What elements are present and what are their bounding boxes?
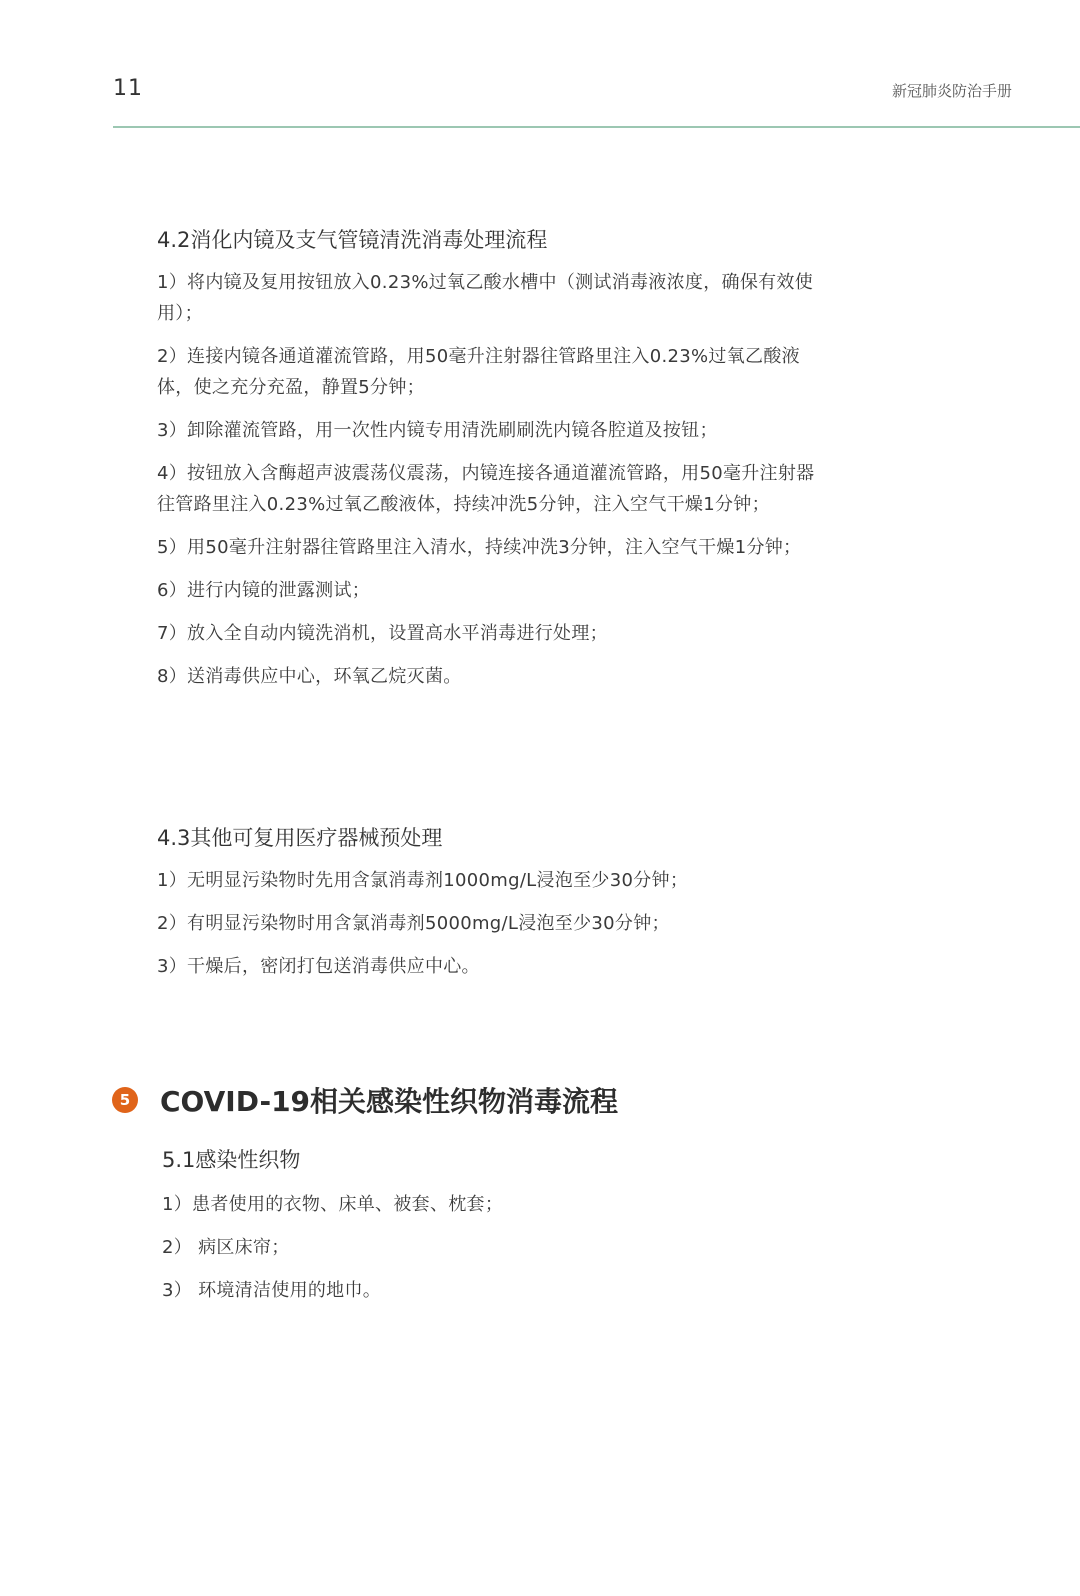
- chapter-title: COVID-19相关感染性织物消毒流程: [160, 1085, 619, 1118]
- list-item: 3）干燥后，密闭打包送消毒供应中心。: [157, 956, 480, 977]
- page-number: 11: [113, 76, 143, 101]
- list-item: 3） 环境清洁使用的地巾。: [162, 1280, 382, 1301]
- list-item: 1）患者使用的衣物、床单、被套、枕套；: [162, 1194, 504, 1215]
- section-heading: 4.3其他可复用医疗器械预处理: [157, 826, 443, 850]
- list-item: 1）无明显污染物时先用含氯消毒剂1000mg/L浸泡至少30分钟；: [157, 870, 689, 891]
- list-item: 1）将内镜及复用按钮放入0.23%过氧乙酸水槽中（测试消毒液浓度，确保有效使用）；: [157, 272, 814, 324]
- section-4-2: [157, 225, 817, 704]
- list-item: 2） 病区床帘；: [162, 1237, 290, 1258]
- list-item: 7）放入全自动内镜洗消机，设置高水平消毒进行处理；: [157, 623, 608, 644]
- list-item: 8）送消毒供应中心，环氧乙烷灭菌。: [157, 666, 462, 687]
- chapter-number-badge: 5: [112, 1087, 138, 1113]
- chapter-heading: [112, 1083, 618, 1117]
- running-title: 新冠肺炎防治手册: [891, 82, 1012, 100]
- section-4-3: [157, 823, 817, 994]
- list-item: 4）按钮放入含酶超声波震荡仪震荡，内镜连接各通道灌流管路，用50毫升注射器往管路里注入0.23%过氧乙酸液体，持续冲洗5分钟，注入空气干燥1分钟；: [157, 463, 815, 515]
- list-item: 5）用50毫升注射器往管路里注入清水，持续冲洗3分钟，注入空气干燥1分钟；: [157, 537, 802, 558]
- section-heading: 5.1感染性织物: [162, 1148, 301, 1172]
- section-heading: 4.2消化内镜及支气管镜清洗消毒处理流程: [157, 228, 548, 252]
- list-item: 2）连接内镜各通道灌流管路，用50毫升注射器往管路里注入0.23%过氧乙酸液体，使之充分充盈，静置5分钟；: [157, 346, 800, 398]
- list-item: 3）卸除灌流管路，用一次性内镜专用清洗刷刷洗内镜各腔道及按钮；: [157, 420, 718, 441]
- header-divider: [113, 126, 1080, 128]
- section-5-1: [162, 1145, 822, 1318]
- list-item: 6）进行内镜的泄露测试；: [157, 580, 371, 601]
- list-item: 2）有明显污染物时用含氯消毒剂5000mg/L浸泡至少30分钟；: [157, 913, 670, 934]
